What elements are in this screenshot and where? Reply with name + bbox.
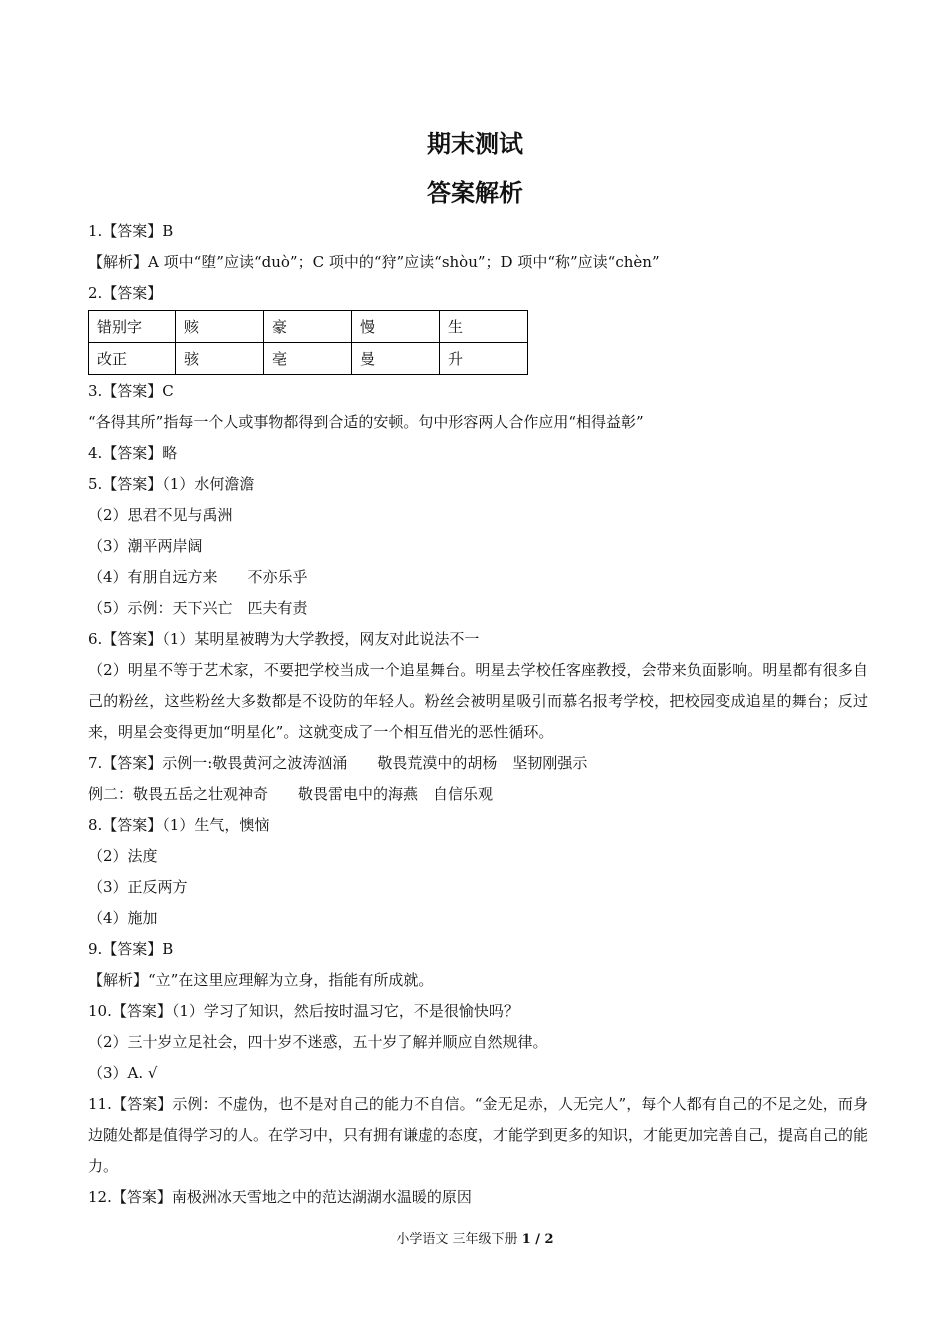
answer-12: 12.【答案】南极洲冰天雪地之中的范达湖湖水温暖的原因 — [88, 1188, 472, 1206]
answer-6-part-2: （2）明星不等于艺术家，不要把学校当成一个追星舞台。明星去学校任客座教授，会带来负面影响。明星都有很多自己的粉丝，这些粉丝大多数都是不设防的年轻人。粉丝会被明星吸引而慕名报考学校，把校园变成追星的舞台；反过来，明星会变得更加“明星化”。这就变成了一个相互借光的恶性循环。 — [88, 661, 868, 741]
answer-6-part-1: 6.【答案】（1）某明星被聘为大学教授，网友对此说法不一 — [88, 630, 480, 648]
answer-8-part-4: （4）施加 — [88, 909, 158, 927]
answer-5-part-1: 5.【答案】（1）水何澹澹 — [88, 475, 255, 493]
answer-4: 4.【答案】略 — [88, 444, 178, 462]
answer-8-part-2: （2）法度 — [88, 847, 158, 865]
answer-3: 3.【答案】C — [88, 382, 174, 400]
answer-7-part-1: 7.【答案】示例一:敬畏黄河之波涛汹涌 敬畏荒漠中的胡杨 坚韧刚强示 — [88, 754, 588, 772]
answer-3-explanation: “各得其所”指每一个人或事物都得到合适的安顿。句中形容两人合作应用“相得益彰” — [88, 413, 644, 431]
answer-5-part-5: （5）示例：天下兴亡 匹夫有责 — [88, 599, 308, 617]
answer-10-part-2: （2）三十岁立足社会，四十岁不迷惑，五十岁了解并顺应自然规律。 — [88, 1033, 548, 1051]
answer-9-explanation: 【解析】“立”在这里应理解为立身，指能有所成就。 — [88, 971, 434, 989]
answer-1-explanation: 【解析】A 项中“堕”应读“duò”；C 项中的“狩”应读“shòu”；D 项中“称”应读“chèn” — [88, 253, 660, 271]
answer-9: 9.【答案】B — [88, 940, 174, 958]
table-cell: 赅 — [176, 311, 264, 343]
answer-11: 11.【答案】示例：不虚伪，也不是对自己的能力不自信。“金无足赤，人无完人”，每个人都有自己的不足之处，而身边随处都是值得学习的人。在学习中，只有拥有谦虚的态度，才能学到更多的知识，才能更加完善自己，提高自己的能力。 — [88, 1095, 869, 1175]
table-cell: 升 — [440, 343, 528, 375]
answer-1: 1.【答案】B — [88, 222, 174, 240]
answer-10-part-3: （3）A. √ — [88, 1064, 158, 1082]
table-cell: 慢 — [352, 311, 440, 343]
answer-8-part-1: 8.【答案】（1）生气，懊恼 — [88, 816, 270, 834]
correction-table — [88, 310, 528, 375]
page-number: 1 / 2 — [521, 1232, 554, 1247]
table-cell: 曼 — [352, 343, 440, 375]
doc-subtitle: 答案解析 — [427, 179, 523, 207]
table-cell: 豪 — [264, 311, 352, 343]
page-footer — [0, 1228, 950, 1247]
answer-8-part-3: （3）正反两方 — [88, 878, 188, 896]
answer-5-part-2: （2）思君不见与禹洲 — [88, 506, 233, 524]
footer-label: 小学语文 三年级下册 — [396, 1232, 518, 1247]
table-cell: 错别字 — [89, 311, 176, 343]
answer-2: 2.【答案】 — [88, 284, 163, 302]
answer-5-part-4: （4）有朋自远方来 不亦乐乎 — [88, 568, 308, 586]
answer-7-part-2: 例二：敬畏五岳之壮观神奇 敬畏雷电中的海燕 自信乐观 — [88, 785, 494, 803]
answer-5-part-3: （3）潮平两岸阔 — [88, 537, 203, 555]
table-row — [89, 343, 528, 375]
answer-content — [88, 216, 868, 1213]
answer-10-part-1: 10.【答案】（1）学习了知识，然后按时温习它，不是很愉快吗？ — [88, 1002, 519, 1020]
doc-title: 期末测试 — [427, 130, 523, 158]
table-cell: 骇 — [176, 343, 264, 375]
table-cell: 生 — [440, 311, 528, 343]
table-cell: 亳 — [264, 343, 352, 375]
table-row — [89, 311, 528, 343]
table-cell: 改正 — [89, 343, 176, 375]
